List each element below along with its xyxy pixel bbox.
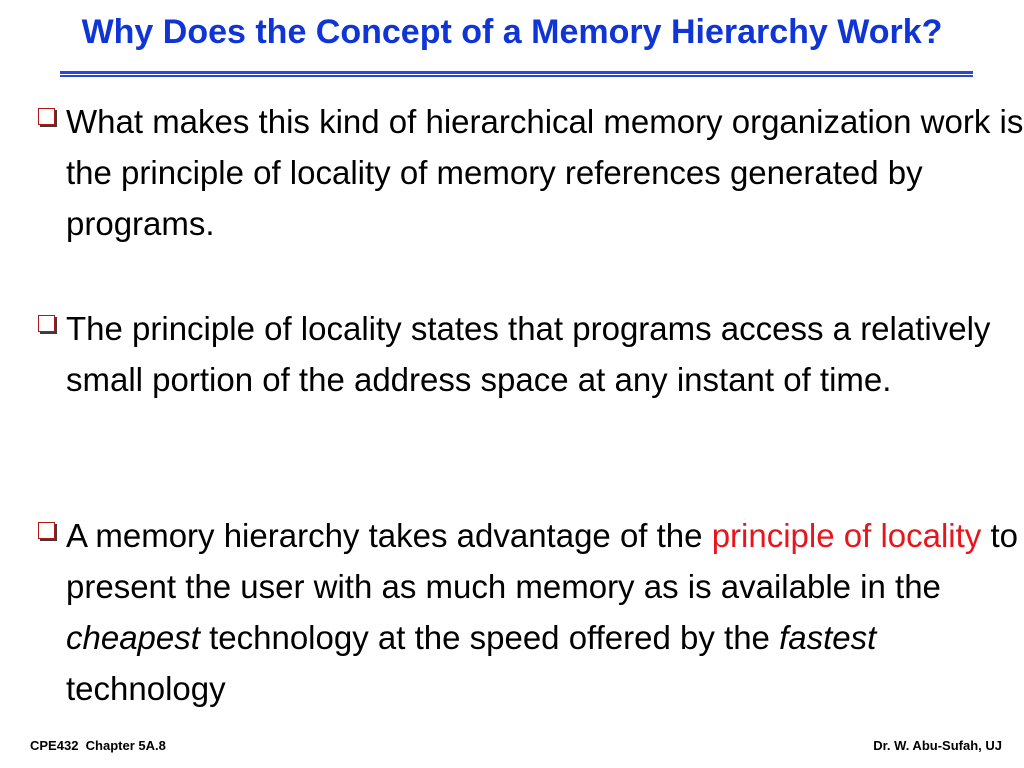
hollow-square-bullet-icon: [38, 108, 55, 125]
bullet-3-text-part4: technology: [66, 670, 226, 707]
fastest-emphasis: fastest: [779, 619, 877, 656]
hollow-square-bullet-icon: [38, 315, 55, 332]
bullet-text-1: What makes this kind of hierarchical memory organization work is the principle of locality of memory references generated by programs.: [66, 103, 1024, 242]
bullet-text-3: [66, 510, 1024, 714]
footer-course-chapter: CPE432 Chapter 5A.8: [30, 738, 166, 753]
footer-author: Dr. W. Abu-Sufah, UJ: [873, 738, 1002, 753]
slide-title: Why Does the Concept of a Memory Hierarchy Work?: [81, 13, 943, 51]
cheapest-emphasis: cheapest: [66, 619, 200, 656]
bullet-3-text-part3: technology at the speed offered by the: [199, 619, 780, 656]
title-divider-top-line: [60, 71, 973, 74]
bullet-text-2: The principle of locality states that programs access a relatively small portion of the address space at any instant of time.: [66, 310, 991, 398]
title-divider: [60, 71, 973, 77]
principle-of-locality-highlight: principle of locality: [711, 517, 982, 554]
bullet-3-text-part2: to present the user with as much memory as is available in the: [66, 517, 1019, 605]
bullet-3-text-part1: A memory hierarchy takes advantage of the: [66, 517, 712, 554]
hollow-square-bullet-icon: [38, 522, 55, 539]
title-divider-bottom-line: [60, 75, 973, 77]
